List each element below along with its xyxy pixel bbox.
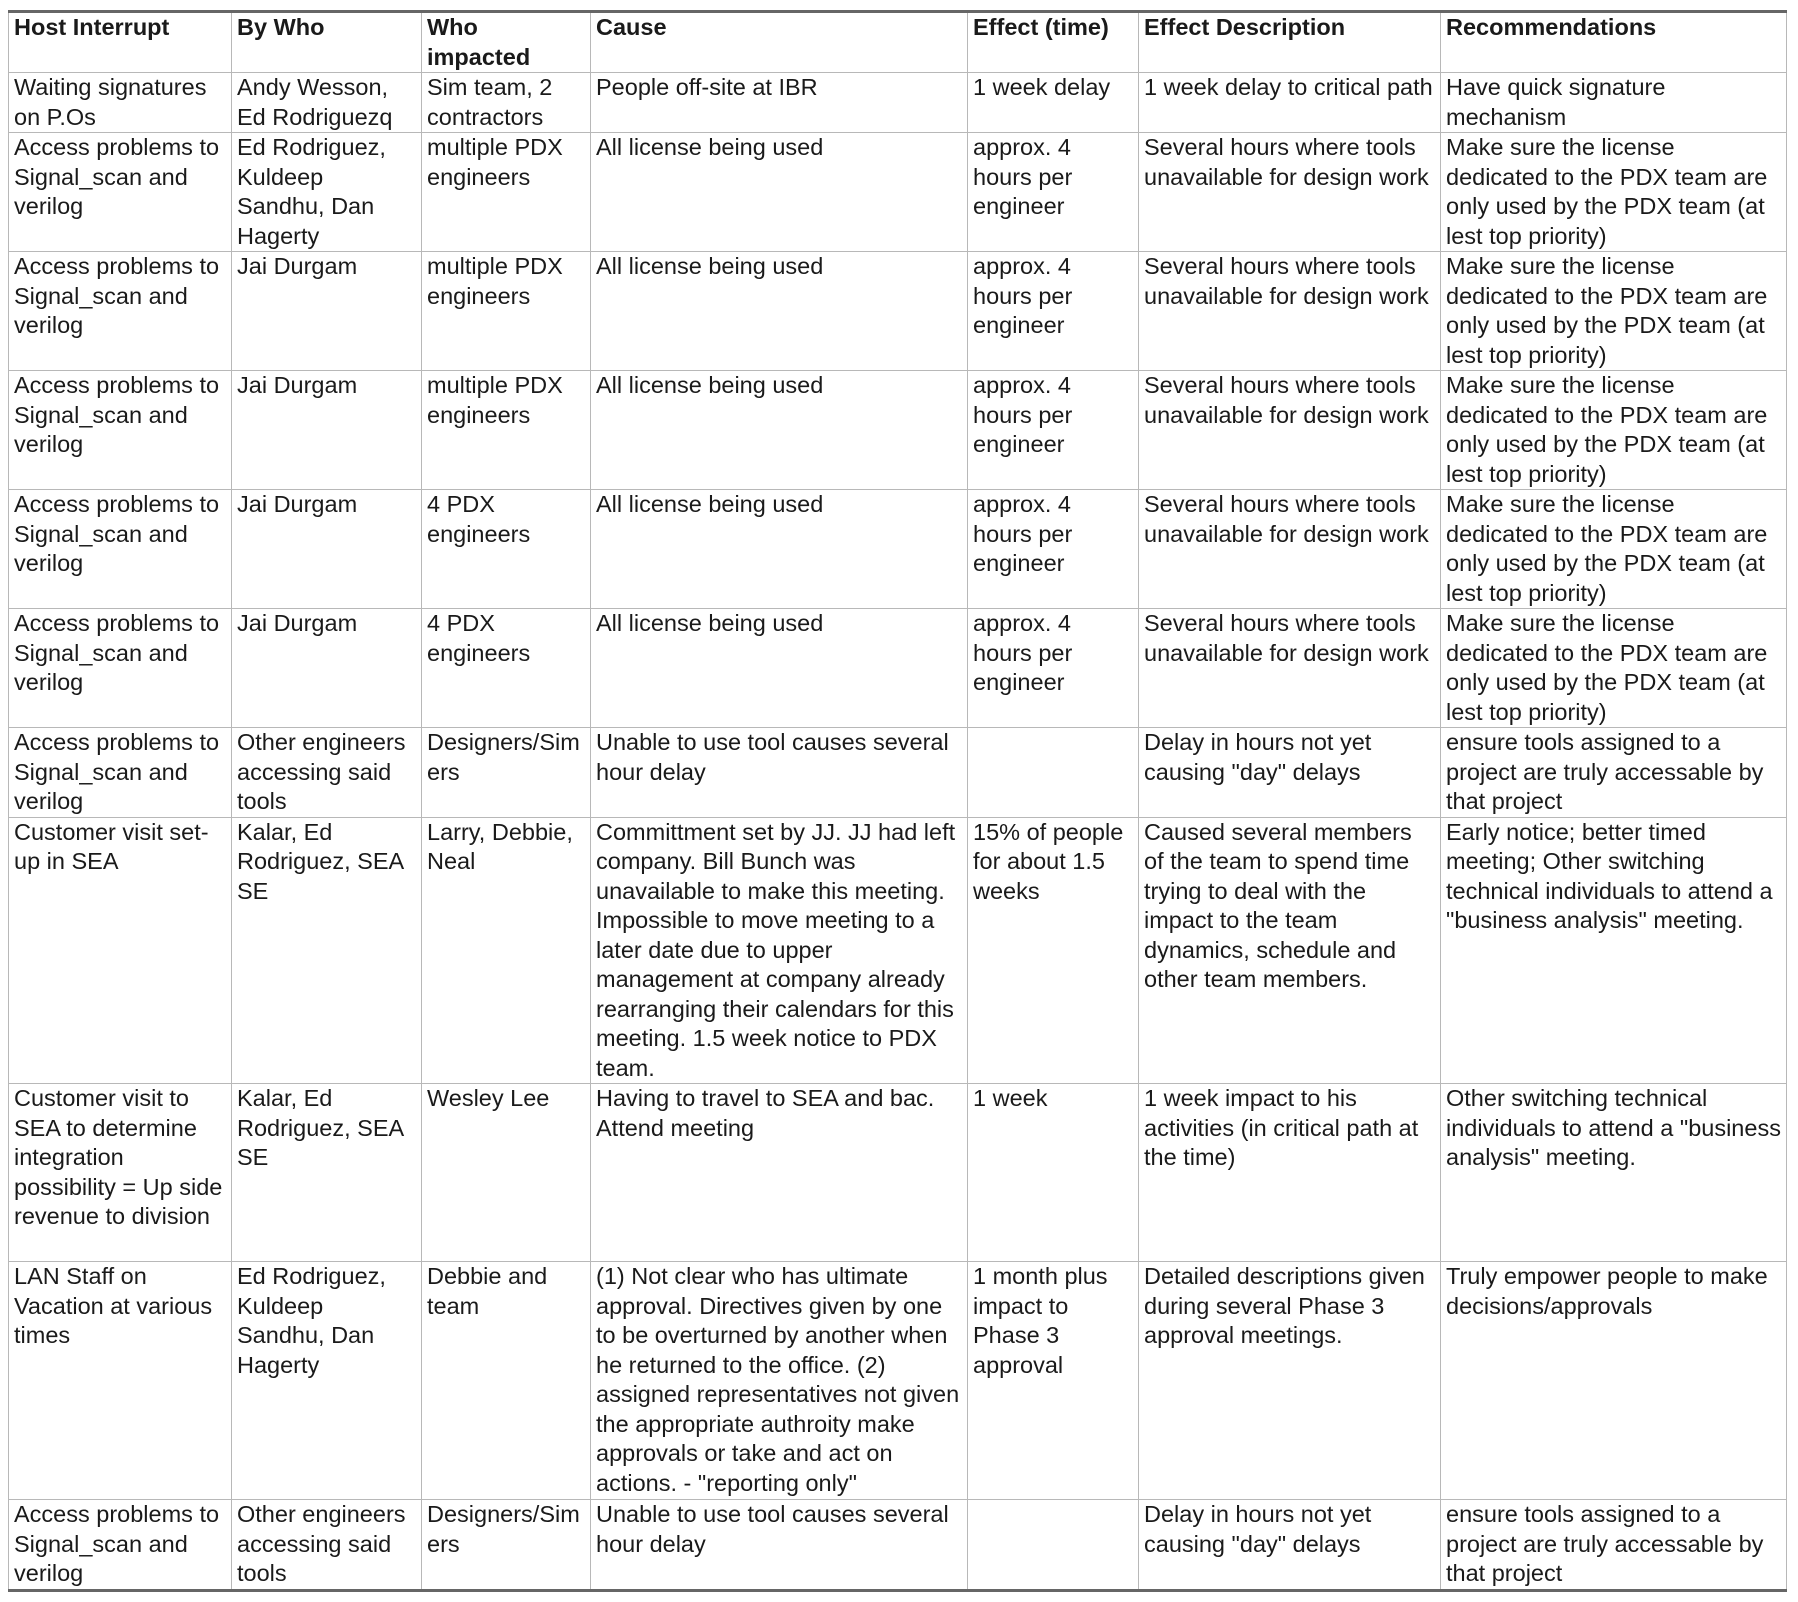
cell-host-interrupt: Access problems to Signal_scan and verilog xyxy=(9,490,232,609)
interrupt-table-container xyxy=(8,10,1786,1592)
cell-recommendations: Make sure the license dedicated to the PDX team are only used by the PDX team (at lest top priority) xyxy=(1441,609,1787,728)
cell-cause: All license being used xyxy=(591,371,968,490)
cell-effect-description: Several hours where tools unavailable for design work xyxy=(1139,609,1441,728)
cell-cause: Unable to use tool causes several hour delay xyxy=(591,1500,968,1591)
cell-recommendations: Truly empower people to make decisions/approvals xyxy=(1441,1262,1787,1500)
cell-effect-time: 1 month plus impact to Phase 3 approval xyxy=(968,1262,1139,1500)
table-header xyxy=(9,12,1787,73)
cell-recommendations: Make sure the license dedicated to the PDX team are only used by the PDX team (at lest top priority) xyxy=(1441,252,1787,371)
cell-host-interrupt: Access problems to Signal_scan and verilog xyxy=(9,371,232,490)
cell-effect-time: 1 week xyxy=(968,1084,1139,1262)
cell-effect-description: Several hours where tools unavailable for design work xyxy=(1139,371,1441,490)
header-row xyxy=(9,12,1787,73)
cell-effect-time xyxy=(968,728,1139,818)
cell-cause: All license being used xyxy=(591,490,968,609)
cell-effect-description: Several hours where tools unavailable for design work xyxy=(1139,490,1441,609)
cell-by-who: Jai Durgam xyxy=(232,371,422,490)
cell-host-interrupt: Customer visit to SEA to determine integration possibility = Up side revenue to division xyxy=(9,1084,232,1262)
header-host-interrupt: Host Interrupt xyxy=(9,12,232,73)
cell-host-interrupt: Access problems to Signal_scan and verilog xyxy=(9,609,232,728)
cell-who-impacted: Sim team, 2 contractors xyxy=(422,73,591,133)
cell-cause: Unable to use tool causes several hour delay xyxy=(591,728,968,818)
table-row xyxy=(9,133,1787,252)
cell-by-who: Jai Durgam xyxy=(232,490,422,609)
cell-effect-description: Several hours where tools unavailable for design work xyxy=(1139,252,1441,371)
cell-effect-description: Caused several members of the team to spend time trying to deal with the impact to the team dynamics, schedule and other team members. xyxy=(1139,817,1441,1084)
host-interrupt-table xyxy=(8,10,1787,1592)
cell-recommendations: ensure tools assigned to a project are truly accessable by that project xyxy=(1441,728,1787,818)
cell-by-who: Ed Rodriguez, Kuldeep Sandhu, Dan Hagerty xyxy=(232,133,422,252)
table-row xyxy=(9,1500,1787,1591)
cell-who-impacted: Debbie and team xyxy=(422,1262,591,1500)
cell-cause: People off-site at IBR xyxy=(591,73,968,133)
cell-who-impacted: multiple PDX engineers xyxy=(422,371,591,490)
cell-host-interrupt: LAN Staff on Vacation at various times xyxy=(9,1262,232,1500)
cell-cause: Having to travel to SEA and bac. Attend meeting xyxy=(591,1084,968,1262)
cell-effect-time: 15% of people for about 1.5 weeks xyxy=(968,817,1139,1084)
cell-cause: Committment set by JJ. JJ had left company. Bill Bunch was unavailable to make this meeting. Impossible to move meeting to a later date due to upper management at company already rearranging their calendars for this meeting. 1.5 week notice to PDX team. xyxy=(591,817,968,1084)
cell-by-who: Kalar, Ed Rodriguez, SEA SE xyxy=(232,1084,422,1262)
cell-recommendations: Make sure the license dedicated to the PDX team are only used by the PDX team (at lest top priority) xyxy=(1441,133,1787,252)
table-row xyxy=(9,490,1787,609)
cell-who-impacted: Designers/Simers xyxy=(422,728,591,818)
header-recommendations: Recommendations xyxy=(1441,12,1787,73)
header-who-impacted: Who impacted xyxy=(422,12,591,73)
table-row xyxy=(9,1084,1787,1262)
table-row xyxy=(9,609,1787,728)
cell-cause: (1) Not clear who has ultimate approval. Directives given by one to be overturned by another when he returned to the office. (2) assigned representatives not given the appropriate authroity make approvals or take and act on actions. - "reporting only" xyxy=(591,1262,968,1500)
cell-recommendations: Other switching technical individuals to attend a "business analysis" meeting. xyxy=(1441,1084,1787,1262)
cell-effect-time xyxy=(968,1500,1139,1591)
cell-host-interrupt: Access problems to Signal_scan and verilog xyxy=(9,1500,232,1591)
cell-effect-time: approx. 4 hours per engineer xyxy=(968,371,1139,490)
cell-effect-description: 1 week delay to critical path xyxy=(1139,73,1441,133)
cell-by-who: Jai Durgam xyxy=(232,252,422,371)
table-row xyxy=(9,728,1787,818)
cell-effect-description: Several hours where tools unavailable for design work xyxy=(1139,133,1441,252)
header-effect-description: Effect Description xyxy=(1139,12,1441,73)
table-row xyxy=(9,73,1787,133)
cell-effect-time: approx. 4 hours per engineer xyxy=(968,133,1139,252)
cell-who-impacted: Designers/Simers xyxy=(422,1500,591,1591)
cell-effect-description: Delay in hours not yet causing "day" delays xyxy=(1139,728,1441,818)
cell-effect-time: approx. 4 hours per engineer xyxy=(968,609,1139,728)
cell-who-impacted: 4 PDX engineers xyxy=(422,490,591,609)
table-row xyxy=(9,817,1787,1084)
cell-effect-time: 1 week delay xyxy=(968,73,1139,133)
table-body xyxy=(9,73,1787,1591)
cell-effect-description: Delay in hours not yet causing "day" delays xyxy=(1139,1500,1441,1591)
cell-by-who: Ed Rodriguez, Kuldeep Sandhu, Dan Hagerty xyxy=(232,1262,422,1500)
cell-host-interrupt: Waiting signatures on P.Os xyxy=(9,73,232,133)
header-cause: Cause xyxy=(591,12,968,73)
cell-by-who: Andy Wesson, Ed Rodriguezq xyxy=(232,73,422,133)
cell-by-who: Other engineers accessing said tools xyxy=(232,728,422,818)
cell-effect-time: approx. 4 hours per engineer xyxy=(968,252,1139,371)
cell-who-impacted: Larry, Debbie, Neal xyxy=(422,817,591,1084)
cell-who-impacted: multiple PDX engineers xyxy=(422,252,591,371)
cell-recommendations: Early notice; better timed meeting; Other switching technical individuals to attend a "business analysis" meeting. xyxy=(1441,817,1787,1084)
table-row xyxy=(9,1262,1787,1500)
cell-by-who: Other engineers accessing said tools xyxy=(232,1500,422,1591)
cell-cause: All license being used xyxy=(591,133,968,252)
cell-host-interrupt: Access problems to Signal_scan and verilog xyxy=(9,133,232,252)
table-row xyxy=(9,371,1787,490)
cell-host-interrupt: Access problems to Signal_scan and verilog xyxy=(9,728,232,818)
cell-cause: All license being used xyxy=(591,609,968,728)
cell-effect-description: Detailed descriptions given during several Phase 3 approval meetings. xyxy=(1139,1262,1441,1500)
cell-host-interrupt: Access problems to Signal_scan and verilog xyxy=(9,252,232,371)
header-effect-time: Effect (time) xyxy=(968,12,1139,73)
cell-who-impacted: 4 PDX engineers xyxy=(422,609,591,728)
table-row xyxy=(9,252,1787,371)
cell-who-impacted: multiple PDX engineers xyxy=(422,133,591,252)
cell-recommendations: Make sure the license dedicated to the PDX team are only used by the PDX team (at lest top priority) xyxy=(1441,371,1787,490)
cell-effect-time: approx. 4 hours per engineer xyxy=(968,490,1139,609)
cell-recommendations: Make sure the license dedicated to the PDX team are only used by the PDX team (at lest top priority) xyxy=(1441,490,1787,609)
cell-who-impacted: Wesley Lee xyxy=(422,1084,591,1262)
cell-recommendations: Have quick signature mechanism xyxy=(1441,73,1787,133)
cell-recommendations: ensure tools assigned to a project are truly accessable by that project xyxy=(1441,1500,1787,1591)
header-by-who: By Who xyxy=(232,12,422,73)
cell-cause: All license being used xyxy=(591,252,968,371)
cell-host-interrupt: Customer visit set-up in SEA xyxy=(9,817,232,1084)
cell-effect-description: 1 week impact to his activities (in critical path at the time) xyxy=(1139,1084,1441,1262)
cell-by-who: Kalar, Ed Rodriguez, SEA SE xyxy=(232,817,422,1084)
cell-by-who: Jai Durgam xyxy=(232,609,422,728)
